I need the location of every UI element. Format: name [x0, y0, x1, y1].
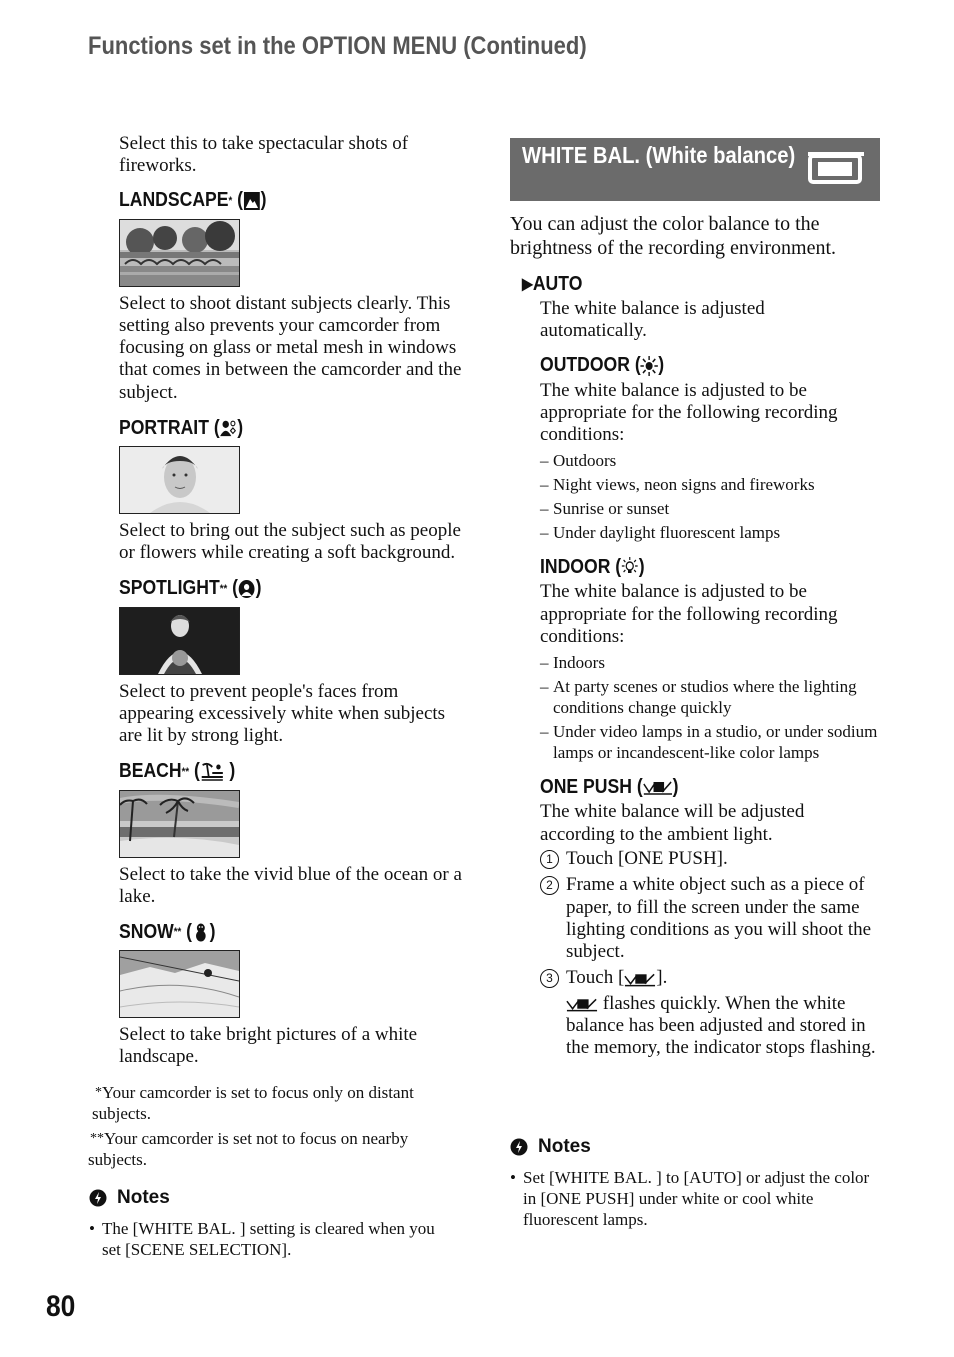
left-notes — [89, 1187, 449, 1260]
one-push-icon — [566, 995, 598, 1013]
white-balance-title: WHITE BAL. (White balance) — [522, 142, 796, 168]
beach-photo — [119, 790, 240, 858]
page-header: Functions set in the OPTION MENU (Continued) — [88, 32, 587, 60]
step3-detail: flashes quickly. When the white balance has been adjusted and stored in the memory, the indicator stops flashing. — [566, 992, 876, 1059]
portrait-photo — [119, 446, 240, 514]
list-item: – Night views, neon signs and fireworks — [540, 474, 880, 495]
notes-icon — [89, 1189, 107, 1207]
white-balance-intro: You can adjust the color balance to the brightness of the recording environment. — [510, 213, 837, 259]
auto-heading: ▶ AUTO — [522, 272, 583, 295]
note-item: • Set [WHITE BAL. ] to [AUTO] or adjust the color in [ONE PUSH] under white or cool white fluorescent lamps. — [510, 1167, 880, 1230]
one-push-icon — [624, 970, 656, 988]
indoor-heading: INDOOR ( ) — [540, 555, 645, 578]
list-item: – Under video lamps in a studio, or under sodium lamps or incandescent-like color lamps — [540, 721, 880, 763]
indoor-description: The white balance is adjusted to be appropriate for the following recording conditions: — [540, 581, 838, 648]
white-balance-title-bar — [510, 138, 880, 201]
landscape-photo — [119, 219, 240, 287]
step-item: 3 Touch [ ]. — [540, 967, 880, 989]
one-push-heading: ONE PUSH ( ) — [540, 775, 679, 798]
snow-icon — [192, 922, 210, 942]
list-item: – Indoors — [540, 652, 880, 673]
landscape-icon — [243, 191, 261, 211]
footnote-2: **Your camcorder is set not to focus on nearby subjects. — [88, 1129, 409, 1169]
left-column — [119, 133, 464, 1069]
auto-description: The white balance is adjusted automatically. — [540, 298, 765, 342]
list-item: – Under daylight fluorescent lamps — [540, 522, 880, 543]
landscape-description: Select to shoot distant subjects clearly. This setting also prevents your camcorder from focusing on glass or metal mesh in windows that comes in between the camcorder and the subject. — [119, 292, 462, 403]
footnote-1: *Your camcorder is set to focus only on distant subjects. — [92, 1083, 414, 1123]
beach-heading: BEACH ** ( ) — [119, 760, 236, 783]
step-item: 1 Touch [ONE PUSH]. — [540, 848, 880, 870]
list-item: – Sunrise or sunset — [540, 498, 880, 519]
spotlight-photo — [119, 607, 240, 675]
sun-icon — [641, 356, 659, 376]
notes-icon — [510, 1138, 528, 1156]
snow-heading: SNOW ** ( ) — [119, 920, 216, 943]
portrait-description: Select to bring out the subject such as people or flowers while creating a soft background. — [119, 520, 461, 564]
one-push-steps — [540, 848, 880, 1060]
beach-icon — [200, 762, 225, 782]
spotlight-icon — [238, 579, 256, 599]
spotlight-heading: SPOTLIGHT ** ( ) — [119, 577, 262, 600]
note-item: • The [WHITE BAL. ] setting is cleared when you set [SCENE SELECTION]. — [89, 1218, 449, 1260]
camera-mode-icon — [808, 152, 864, 186]
list-item: – At party scenes or studios where the lighting conditions change quickly — [540, 676, 880, 718]
one-push-icon — [643, 778, 673, 796]
fireworks-description: Select this to take spectacular shots of fireworks. — [119, 133, 409, 177]
outdoor-list — [540, 450, 880, 543]
bulb-icon — [621, 557, 639, 577]
page-number: 80 — [46, 1290, 76, 1323]
right-column — [510, 138, 880, 1060]
beach-description: Select to take the vivid blue of the ocean or a lake. — [119, 863, 462, 907]
step-item: 2 Frame a white object such as a piece of paper, to fill the screen under the same lighting conditions as you will shoot the subject. — [540, 874, 880, 963]
portrait-heading: PORTRAIT ( ) — [119, 416, 244, 439]
notes-heading: Notes — [510, 1136, 880, 1158]
outdoor-heading: OUTDOOR ( ) — [540, 354, 665, 377]
one-push-description: The white balance will be adjusted according to the ambient light. — [540, 801, 805, 845]
snow-photo — [119, 950, 240, 1018]
outdoor-description: The white balance is adjusted to be appropriate for the following recording conditions: — [540, 379, 838, 446]
spotlight-description: Select to prevent people's faces from appearing excessively white when subjects are lit by strong light. — [119, 680, 446, 747]
list-item: – Outdoors — [540, 450, 880, 471]
landscape-heading: LANDSCAPE * ( ) — [119, 189, 267, 212]
right-notes — [510, 1136, 880, 1230]
snow-description: Select to take bright pictures of a white landscape. — [119, 1024, 418, 1068]
indoor-list — [540, 652, 880, 763]
portrait-icon — [220, 418, 238, 438]
notes-heading: Notes — [89, 1187, 449, 1209]
